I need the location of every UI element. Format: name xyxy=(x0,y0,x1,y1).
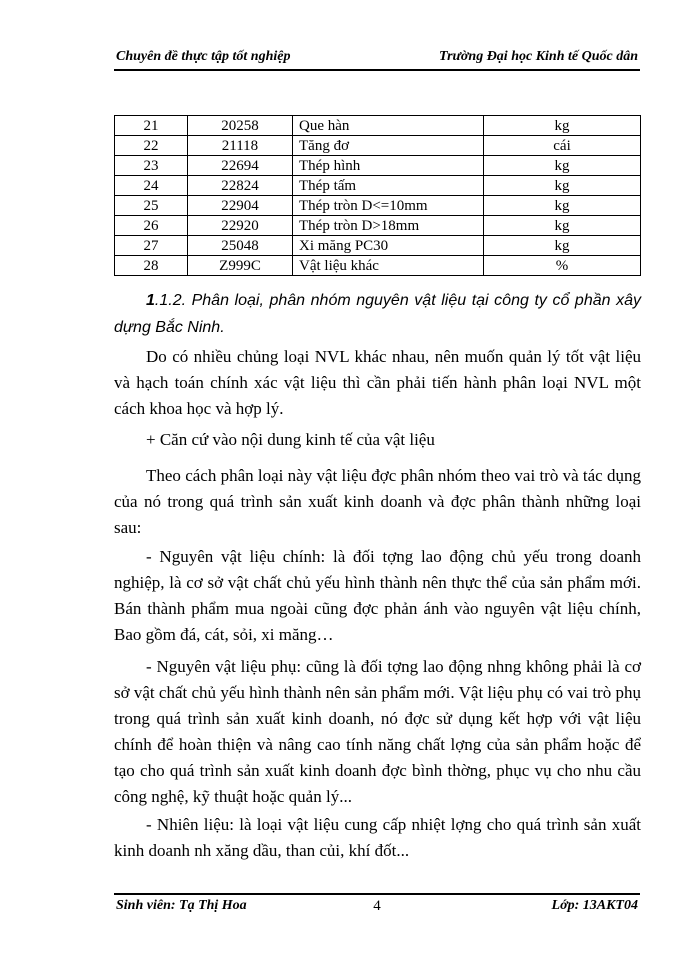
paragraph-1 xyxy=(114,344,641,422)
paragraph-6 xyxy=(114,812,641,864)
paragraph-5-text: - Nguyên vật liệu phụ: cũng là đối tợng lao động nhng không phải là cơ sở vật chất chủ yếu hình thành nên sản phẩm mới. Vật liệu phụ có vai trò phụ trong quá trình sản xuất kinh doanh, nó đợc sử dụng kết hợp với vật liệu chính để hoàn thiện và nâng cao tính năng chất lợng của sản phẩm hoặc để tạo cho quá trình sản xuất kinh doanh đợc bình thờng, phục vụ cho nhu cầu công nghệ, kỹ thuật hoặc quản lý... xyxy=(114,657,641,806)
row-number-cell: 22 xyxy=(115,136,188,156)
material-code-cell: 22904 xyxy=(188,196,293,216)
footer-student: Sinh viên: Tạ Thị Hoa xyxy=(116,898,247,913)
paragraph-4 xyxy=(114,544,641,648)
material-name-cell: Thép tròn D<=10mm xyxy=(293,196,484,216)
unit-cell: % xyxy=(484,256,641,276)
unit-cell: kg xyxy=(484,156,641,176)
paragraph-6-text: - Nhiên liệu: là loại vật liệu cung cấp nhiệt lợng cho quá trình sản xuất kinh doanh nh xăng dầu, than củi, khí đốt... xyxy=(114,815,641,860)
material-name-cell: Thép tròn D>18mm xyxy=(293,216,484,236)
material-name-cell: Tăng đơ xyxy=(293,136,484,156)
paragraph-3 xyxy=(114,463,641,541)
unit-cell: kg xyxy=(484,116,641,136)
row-number-cell: 21 xyxy=(115,116,188,136)
table-row xyxy=(115,116,641,136)
header-left: Chuyên đề thực tập tốt nghiệp xyxy=(116,49,291,64)
row-number-cell: 23 xyxy=(115,156,188,176)
row-number-cell: 24 xyxy=(115,176,188,196)
footer-class: Lớp: 13AKT04 xyxy=(551,898,638,913)
row-number-cell: 25 xyxy=(115,196,188,216)
material-name-cell: Vật liệu khác xyxy=(293,256,484,276)
material-code-cell: 22920 xyxy=(188,216,293,236)
materials-table xyxy=(114,115,641,276)
paragraph-2 xyxy=(114,427,641,453)
table-row xyxy=(115,136,641,156)
material-name-cell: Thép tấm xyxy=(293,176,484,196)
paragraph-4-text: - Nguyên vật liệu chính: là đối tợng lao động chủ yếu trong doanh nghiệp, là cơ sở vật chất chủ yếu hình thành nên thực thể của sản phẩm mới. Bán thành phẩm mua ngoài cũng đợc phản ánh vào nguyên vật liệu chính, Bao gồm đá, cát, sỏi, xi măng… xyxy=(114,547,641,644)
table-row xyxy=(115,216,641,236)
paragraph-1-text: Do có nhiều chủng loại NVL khác nhau, nên muốn quản lý tốt vật liệu và hạch toán chính xác vật liệu thì cần phải tiến hành phân loại NVL một cách khoa học và hợp lý. xyxy=(114,347,641,418)
table-row xyxy=(115,156,641,176)
material-code-cell: 21118 xyxy=(188,136,293,156)
header-right: Trường Đại học Kinh tế Quốc dân xyxy=(439,49,638,64)
paragraph-3-text: Theo cách phân loại này vật liệu đợc phân nhóm theo vai trò và tác dụng của nó trong quá trình sản xuất kinh doanh và đợc phân thành những loại sau: xyxy=(114,466,641,537)
materials-table-body xyxy=(115,116,641,276)
page-header xyxy=(114,47,640,71)
material-code-cell: Z999C xyxy=(188,256,293,276)
material-code-cell: 25048 xyxy=(188,236,293,256)
section-number: 1 xyxy=(146,292,155,309)
material-code-cell: 20258 xyxy=(188,116,293,136)
table-row xyxy=(115,236,641,256)
table-row xyxy=(115,196,641,216)
paragraph-2-text: + Căn cứ vào nội dung kinh tế của vật liệu xyxy=(146,430,435,449)
row-number-cell: 28 xyxy=(115,256,188,276)
page-number: 4 xyxy=(373,898,381,914)
unit-cell: kg xyxy=(484,196,641,216)
unit-cell: kg xyxy=(484,176,641,196)
section-heading xyxy=(114,287,641,341)
material-name-cell: Que hàn xyxy=(293,116,484,136)
table-row xyxy=(115,176,641,196)
row-number-cell: 26 xyxy=(115,216,188,236)
unit-cell: kg xyxy=(484,236,641,256)
material-name-cell: Thép hình xyxy=(293,156,484,176)
unit-cell: kg xyxy=(484,216,641,236)
paragraph-5 xyxy=(114,654,641,810)
section-title: .1.2. Phân loại, phân nhóm nguyên vật liệu tại công ty cổ phần xây dựng Bắc Ninh. xyxy=(114,292,641,336)
material-code-cell: 22824 xyxy=(188,176,293,196)
unit-cell: cái xyxy=(484,136,641,156)
material-code-cell: 22694 xyxy=(188,156,293,176)
material-name-cell: Xi măng PC30 xyxy=(293,236,484,256)
page-footer xyxy=(114,893,640,917)
row-number-cell: 27 xyxy=(115,236,188,256)
table-row xyxy=(115,256,641,276)
